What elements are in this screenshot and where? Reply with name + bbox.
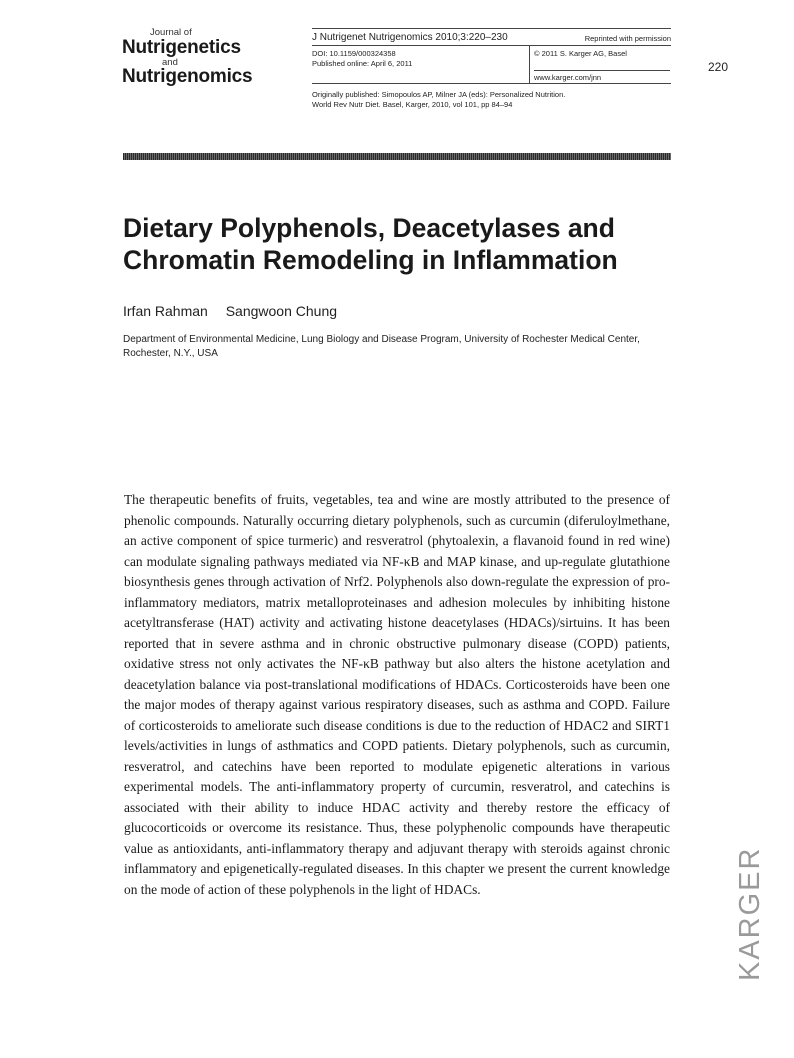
doi: DOI: 10.1159/000324358 [312, 49, 396, 58]
publisher-logo: KARGER [734, 846, 766, 981]
citation-ids [312, 46, 530, 83]
original-publication [312, 90, 671, 110]
article-title: Dietary Polyphenols, Deacetylases and Chromatin Remodeling in Inflammation [123, 213, 618, 275]
journal-logo-and: and [162, 57, 178, 68]
reprint-notice: Reprinted with permission [584, 34, 671, 43]
author-list [123, 303, 337, 319]
journal-logo-word1: Nutrigenetics [122, 37, 241, 58]
citation-main: J Nutrigenet Nutrigenomics 2010;3:220–230 [312, 32, 508, 43]
author-affiliation: Department of Environmental Medicine, Lung Biology and Disease Program, University of Rochester Medical Center, Rochester, N.Y., USA [123, 334, 640, 359]
published-online: Published online: April 6, 2011 [312, 59, 413, 68]
journal-website-link[interactable]: www.karger.com/jnn [534, 70, 670, 83]
citation-rights [530, 46, 671, 83]
journal-logo-of: Journal of [150, 27, 192, 38]
page-number: 220 [708, 60, 729, 74]
author-name: Sangwoon Chung [225, 303, 338, 319]
original-publication-line1: Originally published: Simopoulos AP, Milner JA (eds): Personalized Nutrition. [312, 90, 566, 99]
journal-logo [122, 28, 282, 87]
citation-grid [312, 46, 671, 84]
citation-block [312, 28, 671, 110]
citation-header-row [312, 28, 671, 46]
header-divider [123, 153, 671, 160]
original-publication-line2: World Rev Nutr Diet. Basel, Karger, 2010, vol 101, pp 84–94 [312, 100, 513, 109]
copyright: © 2011 S. Karger AG, Basel [534, 49, 627, 58]
author-name: Irfan Rahman [123, 303, 208, 319]
abstract-text: The therapeutic benefits of fruits, vegetables, tea and wine are mostly attributed to the presence of phenolic compounds. Naturally occurring dietary polyphenols, such as curcumin (diferuloylmethane, an active component of spice turmeric) and resveratrol (phytoalexin, a flavanoid found in red wine) can modulate signaling pathways mediated via NF-κB and MAP kinase, and up-regulate glutathione biosynthesis genes through activation of Nrf2. Polyphenols also down-regulate the expression of pro-inflammatory mediators, matrix metalloproteinases and adhesion molecules by inhibiting histone acetyltransferase (HAT) activity and activating histone deacetylases (HDACs)/sirtuins. It has been reported that in severe asthma and in chronic obstructive pulmonary disease (COPD) patients, oxidative stress not only activates the NF-κB pathway but also alters the histone acetylation and deacetylation balance via post-translational modifications of HDACs. Corticosteroids have been one the major modes of therapy against various respiratory diseases, such as asthma and COPD. Failure of corticosteroids to ameliorate such disease conditions is due to the reduction of HDAC2 and SIRT1 levels/activities in lungs of asthmatics and COPD patients. Dietary polyphenols, such as curcumin, resveratrol, and catechins have been reported to modulate epigenetic alterations in various experimental models. The anti-inflammatory property of curcumin, resveratrol, and catechins is associated with their ability to induce HDAC activity and thereby restore the efficacy of glucocorticoids or overcome its resistance. Thus, these polyphenolic compounds have therapeutic value as antioxidants, anti-inflammatory therapy and adjuvant therapy with steroids against chronic inflammatory and epigenetically-regulated diseases. In this chapter we present the current knowledge on the mode of action of these polyphenols in the light of HDACs. [124, 492, 670, 897]
journal-logo-word2: Nutrigenomics [122, 66, 253, 87]
